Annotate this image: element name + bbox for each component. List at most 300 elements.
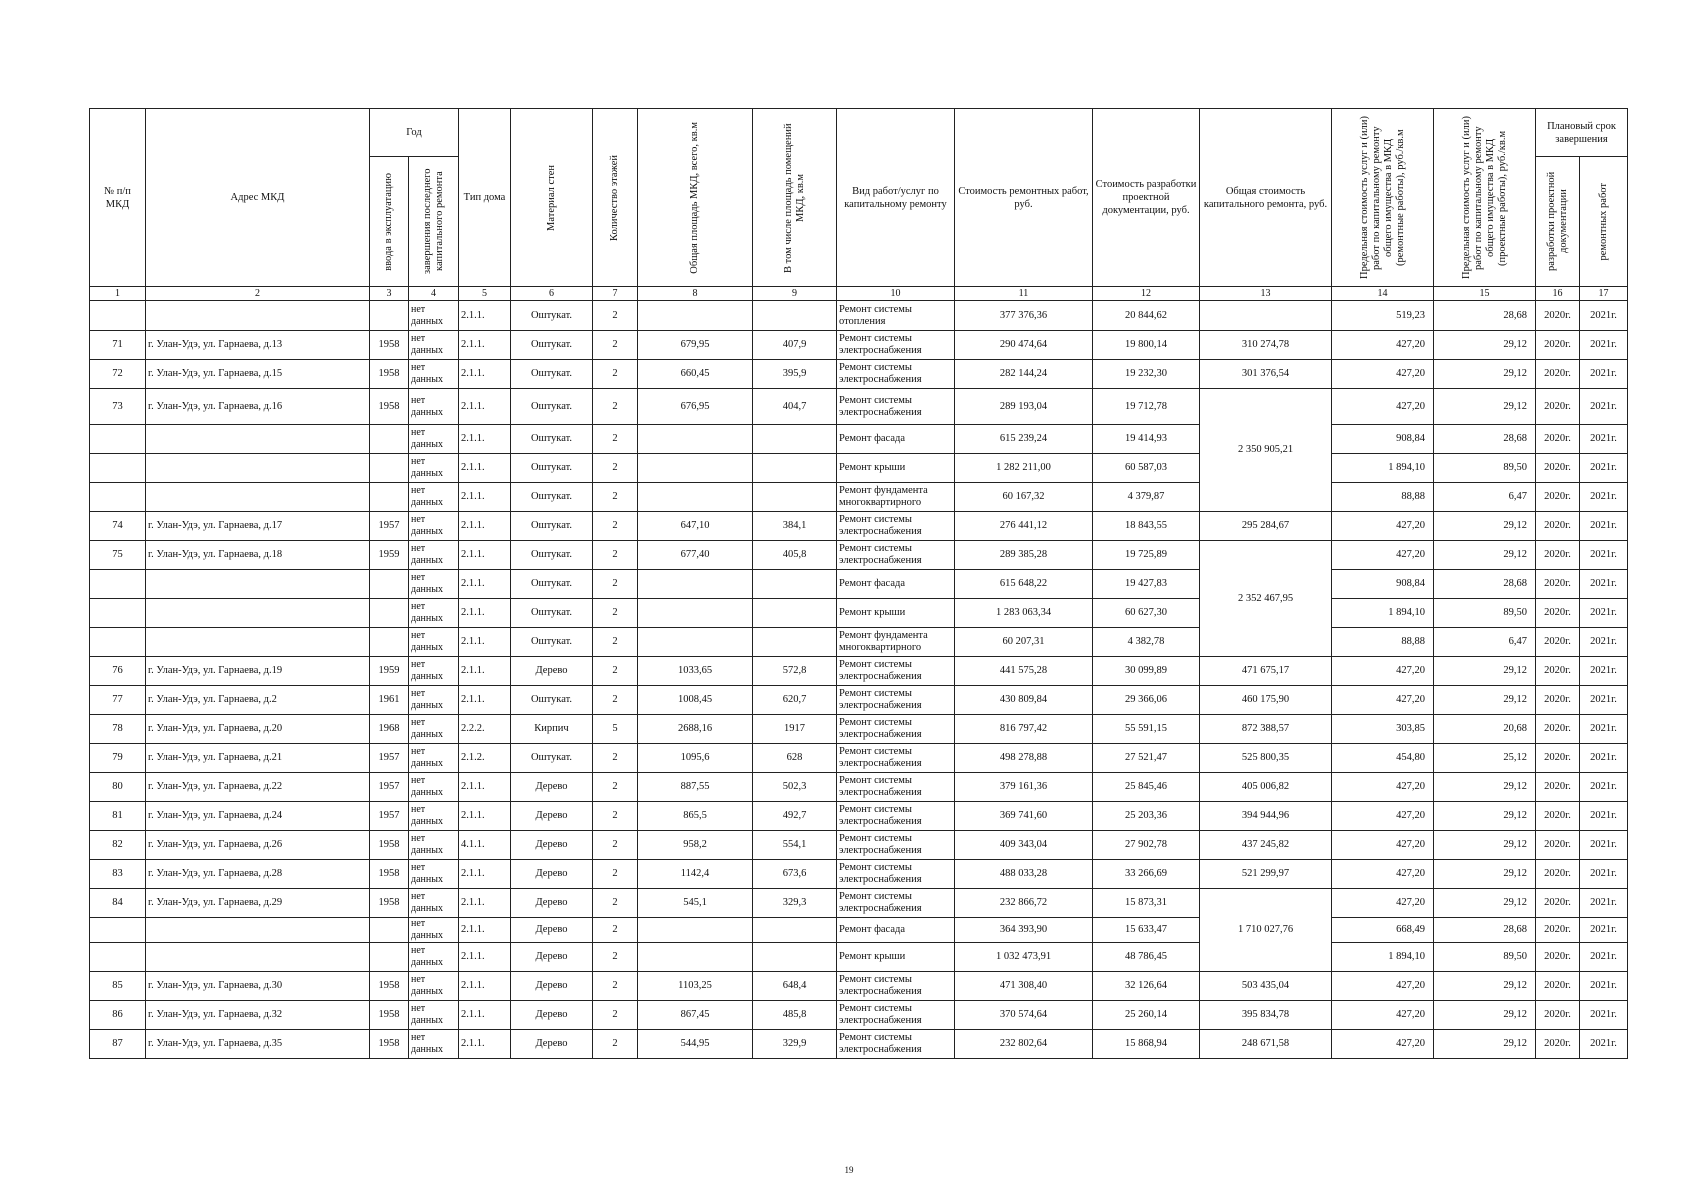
cell-house-type: 2.1.1. xyxy=(459,599,511,628)
cell-year-commission: 1957 xyxy=(370,512,409,541)
cell-address: г. Улан-Удэ, ул. Гарнаева, д.30 xyxy=(146,972,370,1001)
cell-year-commission: 1958 xyxy=(370,972,409,1001)
cell-row-number: 87 xyxy=(90,1030,146,1059)
table-row xyxy=(90,972,1628,1001)
cell-year-last-repair: нет данных xyxy=(409,628,459,657)
cell-total-area: 887,55 xyxy=(638,773,753,802)
cell-total-area: 647,10 xyxy=(638,512,753,541)
cell-repair-cost: 816 797,42 xyxy=(955,715,1093,744)
cell-total-area xyxy=(638,918,753,943)
cell-repair-cost: 430 809,84 xyxy=(955,686,1093,715)
cell-address: г. Улан-Удэ, ул. Гарнаева, д.21 xyxy=(146,744,370,773)
table-row xyxy=(90,744,1628,773)
table-row xyxy=(90,570,1628,599)
table-row xyxy=(90,831,1628,860)
cell-limit-cost-design: 28,68 xyxy=(1434,918,1536,943)
cell-repair-cost: 1 032 473,91 xyxy=(955,943,1093,972)
table-row xyxy=(90,943,1628,972)
cell-floors: 2 xyxy=(593,599,638,628)
cell-design-cost: 25 203,36 xyxy=(1093,802,1200,831)
cell-total-area: 545,1 xyxy=(638,889,753,918)
cell-design-cost: 19 800,14 xyxy=(1093,331,1200,360)
cell-limit-cost-design: 6,47 xyxy=(1434,628,1536,657)
cell-total-cost: 471 675,17 xyxy=(1200,657,1332,686)
cell-repair-cost: 232 866,72 xyxy=(955,889,1093,918)
cell-row-number: 74 xyxy=(90,512,146,541)
cell-repair-cost: 60 207,31 xyxy=(955,628,1093,657)
table-row xyxy=(90,860,1628,889)
cell-floors: 2 xyxy=(593,744,638,773)
cell-total-area xyxy=(638,599,753,628)
cell-repair-cost: 369 741,60 xyxy=(955,802,1093,831)
cell-wall-material: Дерево xyxy=(511,889,593,918)
header-premises-area-cell xyxy=(753,109,837,287)
cell-year-last-repair: нет данных xyxy=(409,541,459,570)
cell-planned-repair: 2021г. xyxy=(1580,831,1628,860)
cell-address xyxy=(146,454,370,483)
cell-floors: 2 xyxy=(593,425,638,454)
cell-work-type: Ремонт системы электроснабжения xyxy=(837,744,955,773)
cell-year-commission xyxy=(370,943,409,972)
cell-address: г. Улан-Удэ, ул. Гарнаева, д.26 xyxy=(146,831,370,860)
table-row xyxy=(90,425,1628,454)
cell-wall-material: Дерево xyxy=(511,657,593,686)
table-row xyxy=(90,657,1628,686)
cell-limit-cost-design: 29,12 xyxy=(1434,1001,1536,1030)
cell-total-area: 544,95 xyxy=(638,1030,753,1059)
cell-wall-material: Кирпич xyxy=(511,715,593,744)
cell-work-type: Ремонт системы электроснабжения xyxy=(837,541,955,570)
cell-repair-cost: 377 376,36 xyxy=(955,301,1093,331)
cell-limit-cost-repair: 88,88 xyxy=(1332,483,1434,512)
cell-premises-area: 405,8 xyxy=(753,541,837,570)
cell-limit-cost-repair: 1 894,10 xyxy=(1332,943,1434,972)
header-limit-cost-design: Предельная стоимость услуг и (или) работ по капитальному ремонту общего имущества в МКД (проектные работы), руб./кв.м xyxy=(1460,116,1508,279)
cell-work-type: Ремонт крыши xyxy=(837,454,955,483)
cell-repair-cost: 290 474,64 xyxy=(955,331,1093,360)
cell-work-type: Ремонт системы электроснабжения xyxy=(837,860,955,889)
cell-address: г. Улан-Удэ, ул. Гарнаева, д.19 xyxy=(146,657,370,686)
cell-house-type: 2.1.1. xyxy=(459,773,511,802)
cell-planned-design: 2020г. xyxy=(1536,570,1580,599)
cell-total-area: 1103,25 xyxy=(638,972,753,1001)
cell-work-type: Ремонт фасада xyxy=(837,425,955,454)
cell-premises-area: 502,3 xyxy=(753,773,837,802)
cell-row-number: 84 xyxy=(90,889,146,918)
cell-wall-material: Оштукат. xyxy=(511,599,593,628)
cell-address xyxy=(146,483,370,512)
table-row xyxy=(90,454,1628,483)
cell-floors: 2 xyxy=(593,541,638,570)
cell-premises-area: 620,7 xyxy=(753,686,837,715)
cell-wall-material: Дерево xyxy=(511,1001,593,1030)
cell-design-cost: 25 260,14 xyxy=(1093,1001,1200,1030)
cell-year-commission: 1958 xyxy=(370,889,409,918)
cell-row-number: 78 xyxy=(90,715,146,744)
header-year-last-repair-cell xyxy=(409,157,459,287)
cell-premises-area: 329,3 xyxy=(753,889,837,918)
cell-planned-repair: 2021г. xyxy=(1580,360,1628,389)
header-wall-material: Материал стен xyxy=(545,164,557,231)
cell-year-commission: 1959 xyxy=(370,657,409,686)
cell-design-cost: 48 786,45 xyxy=(1093,943,1200,972)
cell-limit-cost-repair: 427,20 xyxy=(1332,773,1434,802)
cell-limit-cost-repair: 427,20 xyxy=(1332,331,1434,360)
cell-house-type: 2.1.1. xyxy=(459,331,511,360)
cell-planned-design: 2020г. xyxy=(1536,686,1580,715)
cell-address: г. Улан-Удэ, ул. Гарнаева, д.32 xyxy=(146,1001,370,1030)
cell-floors: 2 xyxy=(593,454,638,483)
cell-wall-material: Оштукат. xyxy=(511,570,593,599)
cell-row-number: 81 xyxy=(90,802,146,831)
column-number: 14 xyxy=(1332,287,1434,301)
cell-total-cost: 872 388,57 xyxy=(1200,715,1332,744)
cell-year-last-repair: нет данных xyxy=(409,860,459,889)
cell-limit-cost-design: 29,12 xyxy=(1434,512,1536,541)
cell-premises-area: 485,8 xyxy=(753,1001,837,1030)
cell-total-cost: 503 435,04 xyxy=(1200,972,1332,1001)
cell-repair-cost: 1 283 063,34 xyxy=(955,599,1093,628)
cell-limit-cost-design: 29,12 xyxy=(1434,972,1536,1001)
cell-house-type: 2.1.1. xyxy=(459,541,511,570)
cell-wall-material: Оштукат. xyxy=(511,425,593,454)
cell-limit-cost-repair: 427,20 xyxy=(1332,1030,1434,1059)
cell-design-cost: 19 725,89 xyxy=(1093,541,1200,570)
cell-work-type: Ремонт системы электроснабжения xyxy=(837,1001,955,1030)
cell-wall-material: Дерево xyxy=(511,943,593,972)
cell-work-type: Ремонт системы электроснабжения xyxy=(837,331,955,360)
header-total-area-cell xyxy=(638,109,753,287)
cell-planned-repair: 2021г. xyxy=(1580,483,1628,512)
cell-planned-repair: 2021г. xyxy=(1580,918,1628,943)
table-row xyxy=(90,301,1628,331)
table-row xyxy=(90,541,1628,570)
cell-house-type: 2.1.1. xyxy=(459,860,511,889)
cell-house-type: 2.1.1. xyxy=(459,918,511,943)
cell-row-number xyxy=(90,425,146,454)
column-number: 1 xyxy=(90,287,146,301)
cell-house-type: 2.1.1. xyxy=(459,389,511,425)
cell-design-cost: 20 844,62 xyxy=(1093,301,1200,331)
cell-limit-cost-repair: 427,20 xyxy=(1332,512,1434,541)
cell-row-number: 83 xyxy=(90,860,146,889)
column-number: 12 xyxy=(1093,287,1200,301)
cell-planned-design: 2020г. xyxy=(1536,425,1580,454)
cell-limit-cost-repair: 1 894,10 xyxy=(1332,599,1434,628)
cell-design-cost: 60 587,03 xyxy=(1093,454,1200,483)
cell-planned-repair: 2021г. xyxy=(1580,541,1628,570)
cell-planned-design: 2020г. xyxy=(1536,483,1580,512)
cell-floors: 2 xyxy=(593,1030,638,1059)
cell-design-cost: 27 902,78 xyxy=(1093,831,1200,860)
cell-premises-area: 673,6 xyxy=(753,860,837,889)
cell-planned-design: 2020г. xyxy=(1536,360,1580,389)
header-year-last-repair: завершения последнего капитального ремонта xyxy=(421,168,445,275)
cell-design-cost: 32 126,64 xyxy=(1093,972,1200,1001)
cell-work-type: Ремонт системы электроснабжения xyxy=(837,1030,955,1059)
cell-address: г. Улан-Удэ, ул. Гарнаева, д.28 xyxy=(146,860,370,889)
cell-limit-cost-design: 29,12 xyxy=(1434,831,1536,860)
cell-limit-cost-repair: 427,20 xyxy=(1332,389,1434,425)
cell-total-area xyxy=(638,454,753,483)
cell-total-area xyxy=(638,425,753,454)
cell-limit-cost-repair: 427,20 xyxy=(1332,831,1434,860)
cell-house-type: 2.1.1. xyxy=(459,512,511,541)
table-row xyxy=(90,599,1628,628)
cell-total-cost: 1 710 027,76 xyxy=(1200,889,1332,972)
cell-address: г. Улан-Удэ, ул. Гарнаева, д.24 xyxy=(146,802,370,831)
cell-planned-design: 2020г. xyxy=(1536,512,1580,541)
cell-total-cost: 2 350 905,21 xyxy=(1200,389,1332,512)
cell-total-area xyxy=(638,570,753,599)
header-planned-design-cell xyxy=(1536,157,1580,287)
cell-floors: 2 xyxy=(593,657,638,686)
cell-row-number: 85 xyxy=(90,972,146,1001)
cell-limit-cost-design: 29,12 xyxy=(1434,802,1536,831)
cell-floors: 2 xyxy=(593,389,638,425)
cell-wall-material: Оштукат. xyxy=(511,512,593,541)
column-number: 15 xyxy=(1434,287,1536,301)
cell-limit-cost-repair: 427,20 xyxy=(1332,802,1434,831)
cell-year-last-repair: нет данных xyxy=(409,744,459,773)
cell-planned-design: 2020г. xyxy=(1536,628,1580,657)
cell-year-last-repair: нет данных xyxy=(409,454,459,483)
cell-total-cost: 460 175,90 xyxy=(1200,686,1332,715)
cell-house-type: 2.1.1. xyxy=(459,483,511,512)
cell-year-last-repair: нет данных xyxy=(409,773,459,802)
cell-wall-material: Дерево xyxy=(511,773,593,802)
cell-year-last-repair: нет данных xyxy=(409,331,459,360)
cell-limit-cost-repair: 427,20 xyxy=(1332,541,1434,570)
header-limit-cost-repair-cell xyxy=(1332,109,1434,287)
cell-floors: 2 xyxy=(593,802,638,831)
cell-premises-area: 404,7 xyxy=(753,389,837,425)
cell-limit-cost-repair: 908,84 xyxy=(1332,425,1434,454)
cell-planned-design: 2020г. xyxy=(1536,301,1580,331)
cell-planned-repair: 2021г. xyxy=(1580,773,1628,802)
cell-address xyxy=(146,599,370,628)
cell-house-type: 2.1.1. xyxy=(459,657,511,686)
cell-limit-cost-repair: 427,20 xyxy=(1332,360,1434,389)
cell-planned-repair: 2021г. xyxy=(1580,715,1628,744)
cell-row-number: 73 xyxy=(90,389,146,425)
cell-design-cost: 60 627,30 xyxy=(1093,599,1200,628)
header-year-group: Год xyxy=(370,109,459,157)
cell-design-cost: 33 266,69 xyxy=(1093,860,1200,889)
cell-total-cost xyxy=(1200,301,1332,331)
cell-total-cost: 295 284,67 xyxy=(1200,512,1332,541)
header-planned-repair: ремонтных работ xyxy=(1597,182,1609,261)
table-row xyxy=(90,1001,1628,1030)
cell-limit-cost-repair: 427,20 xyxy=(1332,860,1434,889)
cell-planned-design: 2020г. xyxy=(1536,1030,1580,1059)
cell-address xyxy=(146,943,370,972)
cell-year-last-repair: нет данных xyxy=(409,831,459,860)
cell-planned-repair: 2021г. xyxy=(1580,599,1628,628)
table-row xyxy=(90,918,1628,943)
cell-address: г. Улан-Удэ, ул. Гарнаева, д.17 xyxy=(146,512,370,541)
cell-year-commission xyxy=(370,425,409,454)
cell-planned-design: 2020г. xyxy=(1536,744,1580,773)
cell-floors: 2 xyxy=(593,512,638,541)
cell-floors: 2 xyxy=(593,686,638,715)
cell-work-type: Ремонт системы электроснабжения xyxy=(837,972,955,1001)
cell-limit-cost-repair: 1 894,10 xyxy=(1332,454,1434,483)
cell-year-commission: 1958 xyxy=(370,831,409,860)
cell-limit-cost-design: 28,68 xyxy=(1434,570,1536,599)
column-number: 2 xyxy=(146,287,370,301)
column-number: 7 xyxy=(593,287,638,301)
cell-work-type: Ремонт системы электроснабжения xyxy=(837,889,955,918)
cell-limit-cost-design: 29,12 xyxy=(1434,389,1536,425)
cell-design-cost: 55 591,15 xyxy=(1093,715,1200,744)
table-row xyxy=(90,773,1628,802)
cell-work-type: Ремонт системы электроснабжения xyxy=(837,686,955,715)
cell-repair-cost: 289 385,28 xyxy=(955,541,1093,570)
cell-design-cost: 15 873,31 xyxy=(1093,889,1200,918)
cell-wall-material: Оштукат. xyxy=(511,686,593,715)
cell-premises-area: 628 xyxy=(753,744,837,773)
cell-work-type: Ремонт фундамента многоквартирного xyxy=(837,483,955,512)
cell-limit-cost-repair: 427,20 xyxy=(1332,972,1434,1001)
page-number: 19 xyxy=(844,1165,854,1175)
table-row xyxy=(90,715,1628,744)
cell-planned-repair: 2021г. xyxy=(1580,570,1628,599)
table-row xyxy=(90,360,1628,389)
cell-total-cost: 437 245,82 xyxy=(1200,831,1332,860)
cell-floors: 2 xyxy=(593,483,638,512)
cell-design-cost: 19 427,83 xyxy=(1093,570,1200,599)
cell-wall-material: Оштукат. xyxy=(511,541,593,570)
cell-address: г. Улан-Удэ, ул. Гарнаева, д.16 xyxy=(146,389,370,425)
cell-design-cost: 25 845,46 xyxy=(1093,773,1200,802)
cell-address: г. Улан-Удэ, ул. Гарнаева, д.2 xyxy=(146,686,370,715)
cell-work-type: Ремонт системы электроснабжения xyxy=(837,657,955,686)
cell-floors: 2 xyxy=(593,972,638,1001)
cell-row-number: 71 xyxy=(90,331,146,360)
cell-year-last-repair: нет данных xyxy=(409,483,459,512)
cell-planned-design: 2020г. xyxy=(1536,599,1580,628)
cell-planned-repair: 2021г. xyxy=(1580,1001,1628,1030)
cell-repair-cost: 232 802,64 xyxy=(955,1030,1093,1059)
cell-work-type: Ремонт фундамента многоквартирного xyxy=(837,628,955,657)
cell-address: г. Улан-Удэ, ул. Гарнаева, д.18 xyxy=(146,541,370,570)
cell-address xyxy=(146,570,370,599)
cell-wall-material: Оштукат. xyxy=(511,454,593,483)
cell-year-last-repair: нет данных xyxy=(409,1001,459,1030)
cell-address xyxy=(146,628,370,657)
cell-planned-design: 2020г. xyxy=(1536,918,1580,943)
cell-planned-repair: 2021г. xyxy=(1580,425,1628,454)
cell-total-cost: 301 376,54 xyxy=(1200,360,1332,389)
cell-total-area xyxy=(638,301,753,331)
column-number: 4 xyxy=(409,287,459,301)
cell-address: г. Улан-Удэ, ул. Гарнаева, д.35 xyxy=(146,1030,370,1059)
cell-total-area: 867,45 xyxy=(638,1001,753,1030)
cell-planned-design: 2020г. xyxy=(1536,389,1580,425)
cell-address: г. Улан-Удэ, ул. Гарнаева, д.13 xyxy=(146,331,370,360)
cell-limit-cost-design: 29,12 xyxy=(1434,773,1536,802)
cell-limit-cost-repair: 88,88 xyxy=(1332,628,1434,657)
cell-year-commission: 1958 xyxy=(370,389,409,425)
cell-work-type: Ремонт системы электроснабжения xyxy=(837,360,955,389)
cell-repair-cost: 282 144,24 xyxy=(955,360,1093,389)
cell-repair-cost: 370 574,64 xyxy=(955,1001,1093,1030)
cell-address xyxy=(146,425,370,454)
cell-planned-repair: 2021г. xyxy=(1580,972,1628,1001)
cell-repair-cost: 276 441,12 xyxy=(955,512,1093,541)
cell-total-area: 677,40 xyxy=(638,541,753,570)
header-planned-repair-cell xyxy=(1580,157,1628,287)
table-row xyxy=(90,389,1628,425)
cell-row-number xyxy=(90,628,146,657)
cell-address: г. Улан-Удэ, ул. Гарнаева, д.15 xyxy=(146,360,370,389)
cell-year-commission xyxy=(370,570,409,599)
header-num: № п/п МКД xyxy=(90,109,146,287)
cell-row-number xyxy=(90,301,146,331)
cell-wall-material: Дерево xyxy=(511,1030,593,1059)
cell-wall-material: Оштукат. xyxy=(511,301,593,331)
cell-design-cost: 4 382,78 xyxy=(1093,628,1200,657)
cell-total-cost: 310 274,78 xyxy=(1200,331,1332,360)
cell-address xyxy=(146,918,370,943)
cell-limit-cost-design: 29,12 xyxy=(1434,657,1536,686)
cell-house-type: 2.1.1. xyxy=(459,425,511,454)
header-planned-group: Плановый срок завершения xyxy=(1536,109,1628,157)
cell-total-area: 958,2 xyxy=(638,831,753,860)
cell-planned-repair: 2021г. xyxy=(1580,454,1628,483)
cell-year-last-repair: нет данных xyxy=(409,389,459,425)
table-row xyxy=(90,483,1628,512)
cell-repair-cost: 289 193,04 xyxy=(955,389,1093,425)
cell-floors: 2 xyxy=(593,628,638,657)
cell-repair-cost: 471 308,40 xyxy=(955,972,1093,1001)
cell-year-last-repair: нет данных xyxy=(409,918,459,943)
cell-row-number: 82 xyxy=(90,831,146,860)
cell-repair-cost: 364 393,90 xyxy=(955,918,1093,943)
cell-limit-cost-design: 20,68 xyxy=(1434,715,1536,744)
cell-limit-cost-repair: 427,20 xyxy=(1332,686,1434,715)
cell-work-type: Ремонт системы электроснабжения xyxy=(837,831,955,860)
cell-floors: 2 xyxy=(593,301,638,331)
cell-total-cost: 525 800,35 xyxy=(1200,744,1332,773)
cell-year-last-repair: нет данных xyxy=(409,1030,459,1059)
cell-year-commission xyxy=(370,599,409,628)
table-row xyxy=(90,1030,1628,1059)
cell-premises-area xyxy=(753,943,837,972)
cell-floors: 2 xyxy=(593,360,638,389)
cell-planned-design: 2020г. xyxy=(1536,1001,1580,1030)
column-number: 9 xyxy=(753,287,837,301)
cell-total-cost: 394 944,96 xyxy=(1200,802,1332,831)
cell-planned-repair: 2021г. xyxy=(1580,943,1628,972)
cell-work-type: Ремонт системы отопления xyxy=(837,301,955,331)
cell-wall-material: Оштукат. xyxy=(511,744,593,773)
cell-wall-material: Дерево xyxy=(511,918,593,943)
cell-year-commission xyxy=(370,483,409,512)
cell-row-number: 75 xyxy=(90,541,146,570)
cell-design-cost: 4 379,87 xyxy=(1093,483,1200,512)
cell-total-cost: 395 834,78 xyxy=(1200,1001,1332,1030)
cell-year-commission xyxy=(370,918,409,943)
cell-wall-material: Оштукат. xyxy=(511,360,593,389)
cell-work-type: Ремонт фасада xyxy=(837,918,955,943)
cell-wall-material: Дерево xyxy=(511,831,593,860)
column-number: 16 xyxy=(1536,287,1580,301)
cell-planned-design: 2020г. xyxy=(1536,541,1580,570)
header-floors-cell xyxy=(593,109,638,287)
cell-premises-area: 407,9 xyxy=(753,331,837,360)
